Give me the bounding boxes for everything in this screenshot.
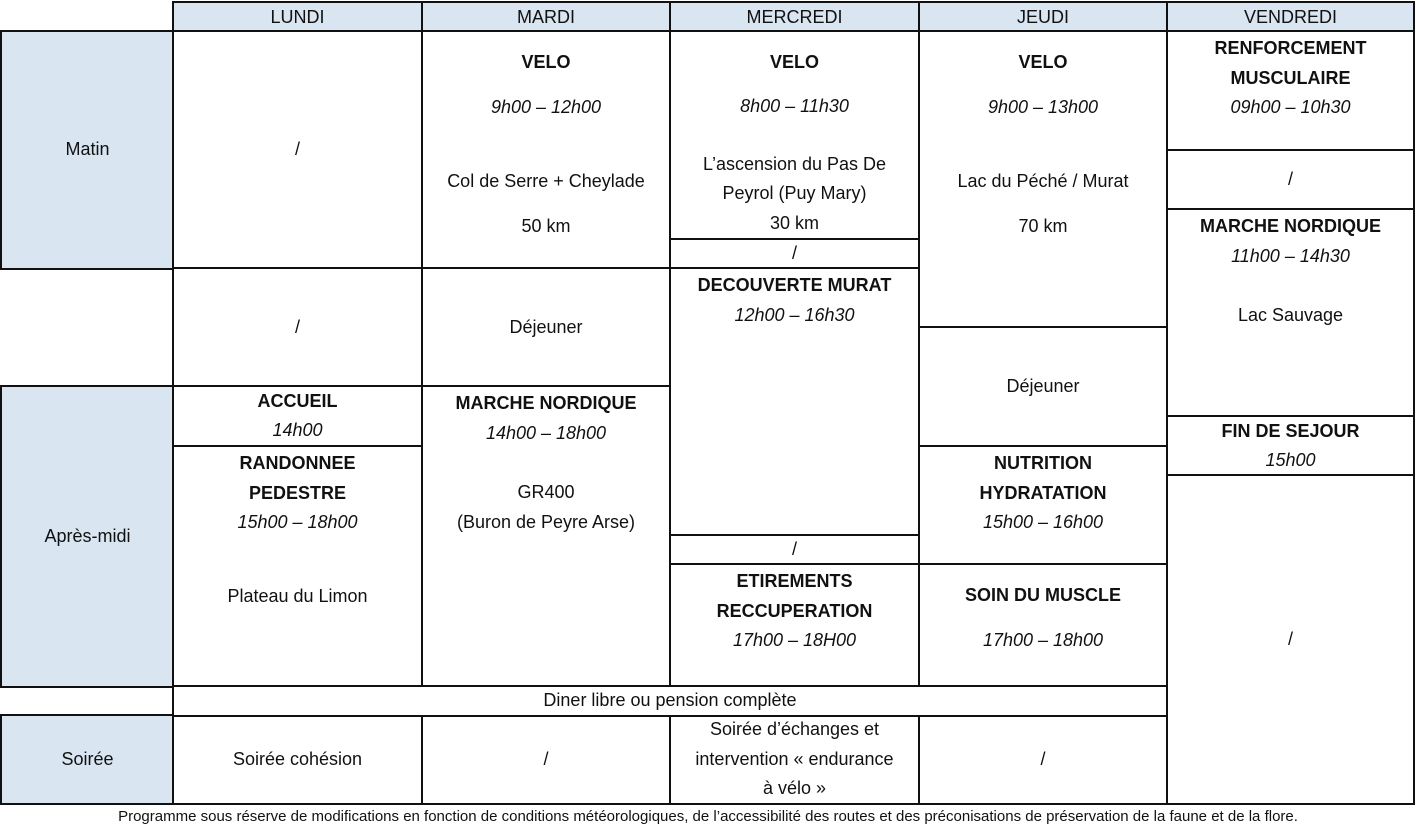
jeudi-velo (918, 30, 1168, 329)
footer-note: Programme sous réserve de modifications en fonction de conditions météorologiques, de l’accessibilité des routes et des préconisations de préservation de la faune et de la flore. (118, 808, 1298, 825)
activity-place: L’ascension du Pas De (702, 153, 887, 174)
activity-title: PEDESTRE (248, 482, 347, 503)
activity-place: (Buron de Peyre Arse) (456, 511, 636, 532)
activity-title: ACCUEIL (257, 390, 338, 411)
header-jeudi (918, 1, 1168, 33)
row-label-text: Après-midi (44, 525, 131, 546)
row-label-text: Soirée (61, 748, 114, 769)
mercredi-velo (669, 30, 920, 240)
activity-time: 14h00 (272, 420, 323, 440)
empty-slot: / (294, 316, 300, 337)
activity-title: FIN DE SEJOUR (1221, 420, 1360, 441)
vendredi-slash-2 (1166, 474, 1415, 805)
activity-time: 11h00 – 14h30 (1231, 245, 1350, 266)
activity-title: NUTRITION (994, 453, 1092, 473)
activity-title: RECCUPERATION (716, 600, 873, 621)
day-label: VENDREDI (1243, 6, 1337, 27)
activity-title: VELO (521, 52, 571, 72)
activity-title: RANDONNEE (239, 453, 356, 473)
mercredi-decouverte (669, 267, 920, 537)
activity-title: HYDRATATION (979, 482, 1107, 503)
activity-title: MARCHE NORDIQUE (455, 393, 637, 413)
activity-time: 17h00 – 18h00 (982, 629, 1104, 650)
jeudi-dejeuner (918, 326, 1168, 447)
lundi-accueil (172, 385, 423, 447)
activity-time: 14h00 – 18h00 (485, 422, 607, 443)
jeudi-nutrition (918, 445, 1168, 566)
mardi-dejeuner (421, 267, 671, 388)
day-label: LUNDI (270, 6, 325, 27)
empty-slot: / (294, 139, 300, 160)
lundi-matin (172, 30, 423, 270)
activity-title: ETIREMENTS (736, 571, 853, 591)
diner-row (172, 685, 1168, 717)
lundi-randonnee (172, 445, 423, 688)
activity-title: VELO (1018, 52, 1068, 72)
activity-time: 9h00 – 13h00 (987, 96, 1099, 117)
activity-title: SOIN DU MUSCLE (964, 585, 1121, 605)
activity-time: 17h00 – 18H00 (732, 630, 857, 650)
activity-place: Col de Serre + Cheylade (447, 171, 645, 191)
row-label-soiree (0, 714, 175, 805)
activity-title: RENFORCEMENT (1214, 38, 1367, 58)
vendredi-fin-sejour (1166, 415, 1415, 477)
activity-time: 15h00 – 18h00 (237, 512, 358, 532)
empty-slot: / (1287, 628, 1293, 649)
mercredi-soiree (669, 714, 920, 805)
mercredi-slash-2 (669, 534, 920, 566)
meal-text: Déjeuner (1006, 375, 1080, 396)
activity-time: 09h00 – 10h30 (1230, 97, 1351, 117)
meal-text: Déjeuner (509, 316, 583, 337)
lundi-midi (172, 267, 423, 388)
activity-time: 15h00 (1265, 450, 1316, 470)
day-label: MERCREDI (746, 6, 843, 27)
activity-title: DECOUVERTE MURAT (697, 275, 892, 295)
soiree-text: intervention « endurance (695, 748, 894, 769)
activity-title: MUSCULAIRE (1230, 67, 1351, 88)
activity-place: Lac Sauvage (1237, 305, 1344, 325)
soiree-text: Soirée d’échanges et (709, 719, 880, 740)
empty-slot: / (543, 748, 549, 769)
soiree-text: à vélo » (762, 778, 827, 799)
day-label: JEUDI (1016, 6, 1069, 27)
mardi-velo (421, 30, 671, 270)
activity-title: VELO (769, 52, 819, 72)
empty-slot: / (1040, 748, 1046, 769)
vendredi-marche (1166, 208, 1415, 418)
header-mercredi (669, 1, 920, 33)
row-label-matin (0, 30, 175, 270)
row-label-apres-midi (0, 385, 175, 688)
jeudi-soiree (918, 714, 1168, 805)
activity-time: 9h00 – 12h00 (490, 96, 602, 117)
mardi-marche (421, 385, 671, 688)
activity-title: MARCHE NORDIQUE (1199, 216, 1381, 236)
activity-place: GR400 (517, 482, 575, 502)
day-label: MARDI (517, 6, 575, 27)
mardi-soiree (421, 714, 671, 805)
activity-distance: 30 km (769, 212, 820, 233)
empty-slot: / (791, 243, 797, 264)
mercredi-etirements (669, 563, 920, 688)
mercredi-slash-1 (669, 238, 920, 270)
activity-time: 12h00 – 16h30 (734, 304, 855, 325)
activity-time: 15h00 – 16h00 (982, 512, 1104, 532)
empty-slot: / (791, 539, 797, 560)
activity-distance: 70 km (1018, 215, 1068, 236)
header-lundi (172, 1, 423, 33)
soiree-text: Soirée cohésion (232, 748, 363, 769)
empty-slot: / (1287, 169, 1293, 190)
header-vendredi (1166, 1, 1415, 33)
activity-place: Peyrol (Puy Mary) (722, 183, 867, 203)
vendredi-renforcement (1166, 30, 1415, 151)
header-mardi (421, 1, 671, 33)
activity-place: Lac du Péché / Murat (957, 171, 1129, 191)
activity-distance: 50 km (521, 215, 571, 236)
activity-time: 8h00 – 11h30 (740, 95, 849, 116)
activity-place: Plateau du Limon (227, 585, 368, 606)
lundi-soiree (172, 714, 423, 805)
row-label-text: Matin (65, 139, 110, 160)
diner-text: Diner libre ou pension complète (543, 690, 797, 711)
jeudi-soin (918, 563, 1168, 688)
vendredi-slash-1 (1166, 149, 1415, 211)
